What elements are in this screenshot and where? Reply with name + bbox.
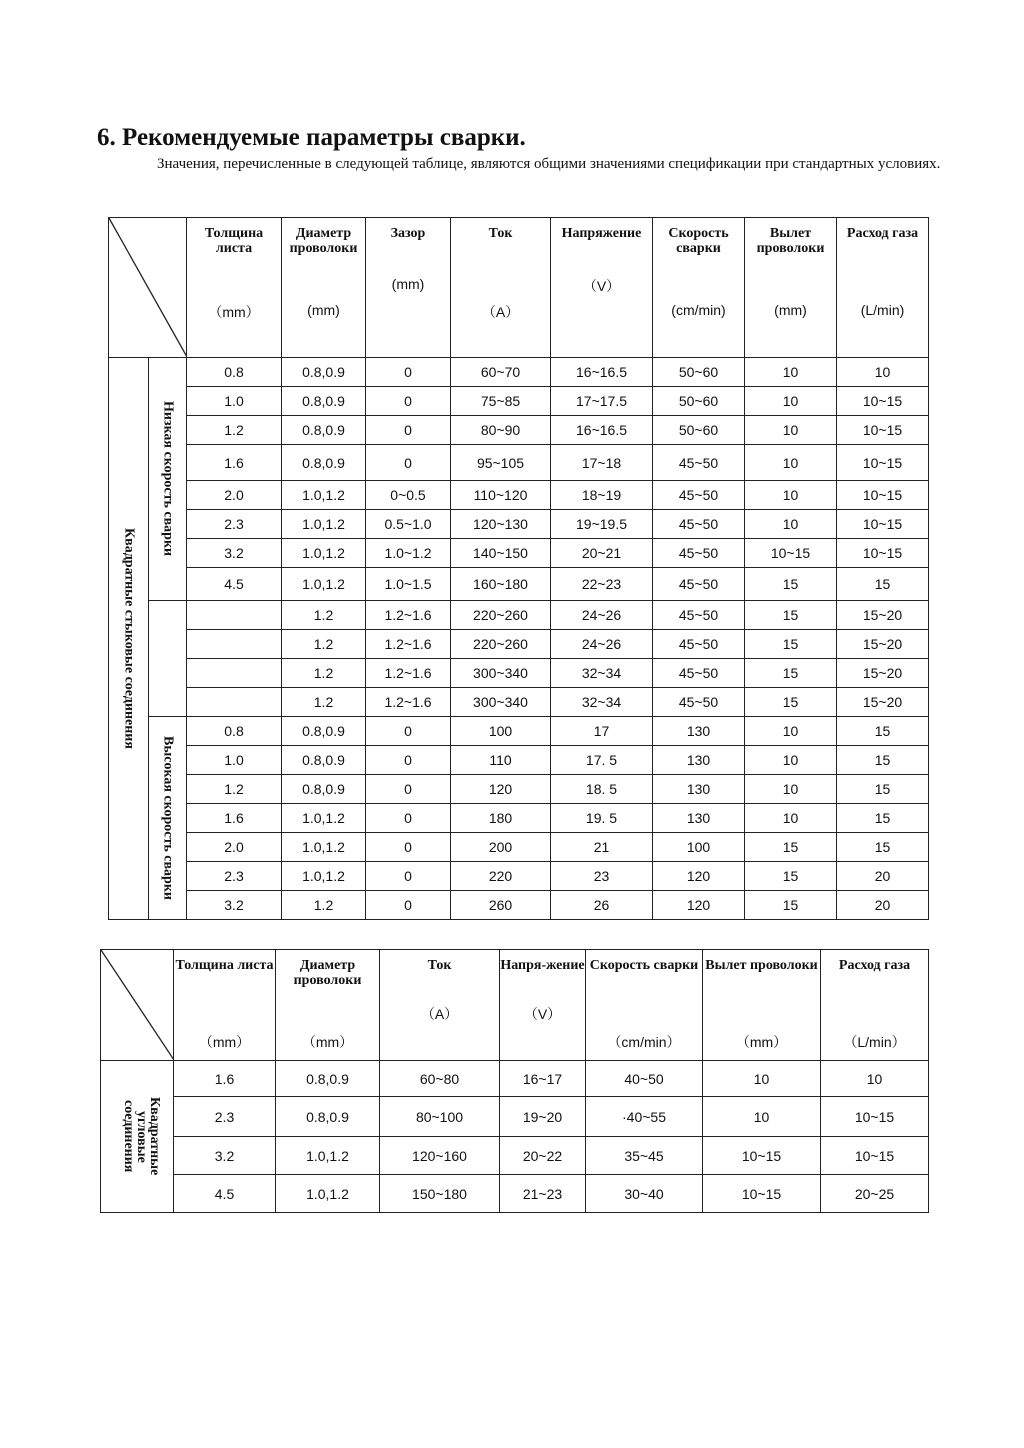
table-cell: 22~23 xyxy=(551,568,653,601)
table-cell: 20 xyxy=(837,891,929,920)
table-cell: 1.2~1.6 xyxy=(366,688,451,717)
table-cell: 35~45 xyxy=(586,1137,703,1175)
table-cell: 45~50 xyxy=(653,568,745,601)
table-cell: 130 xyxy=(653,717,745,746)
table-row xyxy=(109,445,929,481)
column-header xyxy=(500,950,586,1061)
table-cell: 45~50 xyxy=(653,688,745,717)
table-cell: 20~25 xyxy=(821,1175,929,1213)
table-cell: 10 xyxy=(821,1061,929,1097)
table-cell: 10 xyxy=(837,358,929,387)
table-cell: 10 xyxy=(745,510,837,539)
subgroup-label-cell xyxy=(149,717,187,920)
table-cell: 120~130 xyxy=(451,510,551,539)
corner-joint-parameters-table xyxy=(100,949,929,1213)
table-cell: 15 xyxy=(837,717,929,746)
column-header xyxy=(276,950,380,1061)
table-cell: 120~160 xyxy=(380,1137,500,1175)
subgroup-label-low-speed: Низкая скорость сварки xyxy=(160,401,176,557)
column-header-name: Толщина листа xyxy=(175,958,274,973)
table-cell: 26 xyxy=(551,891,653,920)
table-row xyxy=(109,510,929,539)
column-header xyxy=(837,218,929,358)
table-cell: 0.8 xyxy=(187,717,282,746)
table-cell: 0.8,0.9 xyxy=(282,445,366,481)
table-cell: 10 xyxy=(703,1061,821,1097)
column-header xyxy=(703,950,821,1061)
table-cell: 1.6 xyxy=(187,445,282,481)
table-cell xyxy=(187,659,282,688)
column-header xyxy=(451,218,551,358)
table-cell: 100 xyxy=(451,717,551,746)
table-cell: 300~340 xyxy=(451,659,551,688)
table-row xyxy=(101,1175,929,1213)
table-row xyxy=(109,601,929,630)
table-cell: 45~50 xyxy=(653,601,745,630)
table-cell: 15 xyxy=(745,833,837,862)
table-cell: 0.8,0.9 xyxy=(276,1097,380,1137)
table-cell: 0.8,0.9 xyxy=(282,746,366,775)
table-cell: 130 xyxy=(653,804,745,833)
table-row xyxy=(109,746,929,775)
table-cell: 0 xyxy=(366,862,451,891)
table-cell: 20~21 xyxy=(551,539,653,568)
table-cell: 130 xyxy=(653,775,745,804)
table-cell: 0.8,0.9 xyxy=(282,775,366,804)
table-cell: 0 xyxy=(366,891,451,920)
table-cell: 19~20 xyxy=(500,1097,586,1137)
column-header xyxy=(586,950,703,1061)
column-header xyxy=(187,218,282,358)
table-row xyxy=(109,891,929,920)
table-cell: 24~26 xyxy=(551,601,653,630)
table-cell: 1.2 xyxy=(282,630,366,659)
table-row xyxy=(109,717,929,746)
subgroup-label-cell xyxy=(149,358,187,601)
group-label-corner-joints: Квадратные угловые соединения xyxy=(121,1097,162,1176)
column-header-name: Толщина листа xyxy=(204,226,264,256)
header-corner-cell xyxy=(101,950,174,1061)
column-header xyxy=(174,950,276,1061)
table-cell: 15~20 xyxy=(837,688,929,717)
column-header-name: Расход газа xyxy=(846,226,919,241)
intro-paragraph: Значения, перечисленные в следующей таблице, являются общими значениями спецификации при стандартных условиях. xyxy=(157,156,941,172)
column-header-name: Вылет проволоки xyxy=(705,958,818,973)
table-cell: 10 xyxy=(745,387,837,416)
table-cell: 1.0 xyxy=(187,746,282,775)
table-cell xyxy=(187,601,282,630)
table-cell: 300~340 xyxy=(451,688,551,717)
table-cell: 1.0,1.2 xyxy=(282,568,366,601)
table-cell: 100 xyxy=(653,833,745,862)
column-header-unit: （L/min） xyxy=(843,1034,906,1050)
table-cell: 1.2 xyxy=(282,601,366,630)
table-cell: 1.0~1.5 xyxy=(366,568,451,601)
table-cell: 17 xyxy=(551,717,653,746)
table-cell: 15 xyxy=(745,891,837,920)
table-cell: 21 xyxy=(551,833,653,862)
table-cell: 16~17 xyxy=(500,1061,586,1097)
table-cell: 60~80 xyxy=(380,1061,500,1097)
table-cell: 1.0,1.2 xyxy=(282,862,366,891)
table-cell: 10~15 xyxy=(703,1175,821,1213)
table-row xyxy=(109,775,929,804)
column-header-name: Напряжение xyxy=(561,226,642,241)
table-cell: 1.6 xyxy=(174,1061,276,1097)
table-cell: 15 xyxy=(745,568,837,601)
column-header xyxy=(366,218,451,358)
table-cell: 19~19.5 xyxy=(551,510,653,539)
table-cell: 45~50 xyxy=(653,630,745,659)
table-row xyxy=(109,659,929,688)
column-header-unit: （cm/min） xyxy=(607,1034,681,1050)
table-cell: 50~60 xyxy=(653,387,745,416)
table-cell: 120 xyxy=(653,862,745,891)
table-cell: 15~20 xyxy=(837,601,929,630)
table-cell: 15 xyxy=(837,804,929,833)
table-cell: 10 xyxy=(745,416,837,445)
table-cell: 50~60 xyxy=(653,358,745,387)
table-cell: ·40~55 xyxy=(586,1097,703,1137)
column-header-unit: (mm) xyxy=(391,276,425,292)
table-cell: 1.2 xyxy=(187,775,282,804)
butt-joint-parameters-table xyxy=(108,217,929,920)
table-cell: 1.2~1.6 xyxy=(366,601,451,630)
table-cell: 260 xyxy=(451,891,551,920)
table-cell: 0 xyxy=(366,445,451,481)
table-cell: 0.8 xyxy=(187,358,282,387)
table-cell: 10 xyxy=(745,804,837,833)
table-row xyxy=(109,862,929,891)
table-cell: 4.5 xyxy=(187,568,282,601)
column-header xyxy=(282,218,366,358)
table-cell: 1.0,1.2 xyxy=(276,1137,380,1175)
table-row xyxy=(101,1061,929,1097)
table-cell: 2.3 xyxy=(187,510,282,539)
table-cell: 45~50 xyxy=(653,659,745,688)
table-cell: 21~23 xyxy=(500,1175,586,1213)
table-cell: 17. 5 xyxy=(551,746,653,775)
table-cell: 130 xyxy=(653,746,745,775)
table-cell: 0 xyxy=(366,833,451,862)
table-cell: 1.0,1.2 xyxy=(282,833,366,862)
table-cell: 10 xyxy=(745,746,837,775)
table-cell: 15 xyxy=(745,688,837,717)
table-cell: 17~18 xyxy=(551,445,653,481)
table-row xyxy=(109,804,929,833)
column-header-name: Скорость сварки xyxy=(589,958,699,973)
table-cell: 1.2~1.6 xyxy=(366,630,451,659)
column-header-name: Диаметр проволоки xyxy=(293,958,362,988)
table-cell: 50~60 xyxy=(653,416,745,445)
table-cell: 16~16.5 xyxy=(551,358,653,387)
column-header-unit: （A） xyxy=(481,304,520,320)
table-cell: 2.3 xyxy=(187,862,282,891)
table-cell: 45~50 xyxy=(653,481,745,510)
table-cell: 0.8,0.9 xyxy=(282,358,366,387)
column-header-name: Вылет проволоки xyxy=(756,226,825,256)
table-cell: 1.0~1.2 xyxy=(366,539,451,568)
table-cell: 10 xyxy=(703,1097,821,1137)
column-header-name: Расход газа xyxy=(838,958,911,973)
table-cell: 0~0.5 xyxy=(366,481,451,510)
table-cell: 3.2 xyxy=(174,1137,276,1175)
table-cell: 24~26 xyxy=(551,630,653,659)
table-row xyxy=(109,481,929,510)
table-cell: 45~50 xyxy=(653,445,745,481)
column-header-unit: （mm） xyxy=(301,1034,354,1050)
table-cell: 16~16.5 xyxy=(551,416,653,445)
table-cell: 0 xyxy=(366,387,451,416)
table-cell: 10 xyxy=(745,717,837,746)
table-cell: 120 xyxy=(451,775,551,804)
column-header-unit: (mm) xyxy=(307,302,340,318)
table-cell xyxy=(187,630,282,659)
table-cell: 32~34 xyxy=(551,688,653,717)
table-cell: 10 xyxy=(745,358,837,387)
table-cell: 40~50 xyxy=(586,1061,703,1097)
column-header xyxy=(745,218,837,358)
table-cell: 18~19 xyxy=(551,481,653,510)
table-cell: 45~50 xyxy=(653,510,745,539)
column-header-name: Скорость сварки xyxy=(668,226,729,256)
table-cell: 1.0,1.2 xyxy=(276,1175,380,1213)
table-cell: 45~50 xyxy=(653,539,745,568)
table-cell: 0.8,0.9 xyxy=(282,717,366,746)
table-row xyxy=(109,833,929,862)
column-header-unit: (mm) xyxy=(774,302,807,318)
table-cell: 10 xyxy=(745,445,837,481)
table-cell: 0 xyxy=(366,775,451,804)
table-cell: 10~15 xyxy=(837,445,929,481)
table-cell: 15 xyxy=(837,746,929,775)
table-row xyxy=(109,358,929,387)
column-header-name: Ток xyxy=(488,226,513,241)
table-cell: 15 xyxy=(837,568,929,601)
table-cell: 20 xyxy=(837,862,929,891)
table-cell: 15~20 xyxy=(837,659,929,688)
table-cell: 110 xyxy=(451,746,551,775)
table-cell: 0 xyxy=(366,746,451,775)
table-cell: 30~40 xyxy=(586,1175,703,1213)
subgroup-blank-cell xyxy=(149,601,187,717)
table-row xyxy=(109,568,929,601)
table-cell: 80~100 xyxy=(380,1097,500,1137)
table-cell: 15 xyxy=(837,775,929,804)
column-header xyxy=(380,950,500,1061)
table-cell: 15 xyxy=(837,833,929,862)
table-cell: 1.0,1.2 xyxy=(282,804,366,833)
table-cell: 1.0,1.2 xyxy=(282,539,366,568)
table-row xyxy=(109,688,929,717)
table-cell: 10~15 xyxy=(703,1137,821,1175)
table-cell: 1.2 xyxy=(187,416,282,445)
column-header-name: Зазор xyxy=(390,226,426,241)
table-cell: 15 xyxy=(745,630,837,659)
table-row xyxy=(109,630,929,659)
table-cell: 18. 5 xyxy=(551,775,653,804)
column-header-unit: （mm） xyxy=(198,1034,251,1050)
table-cell: 200 xyxy=(451,833,551,862)
table-cell: 110~120 xyxy=(451,481,551,510)
table-cell: 0.8,0.9 xyxy=(276,1061,380,1097)
table-cell: 1.2 xyxy=(282,688,366,717)
table-cell: 15 xyxy=(745,601,837,630)
table-cell: 10~15 xyxy=(837,539,929,568)
header-corner-cell xyxy=(109,218,187,358)
table-cell: 10~15 xyxy=(837,387,929,416)
table-cell: 10~15 xyxy=(837,481,929,510)
table-cell: 0.8,0.9 xyxy=(282,387,366,416)
table-row xyxy=(109,387,929,416)
table-cell: 180 xyxy=(451,804,551,833)
table-cell: 220~260 xyxy=(451,601,551,630)
table-cell: 10~15 xyxy=(837,510,929,539)
table-cell: 10 xyxy=(745,481,837,510)
table-row xyxy=(109,539,929,568)
column-header-unit: （A） xyxy=(420,1006,459,1022)
header-diagonal-line xyxy=(101,950,174,1060)
column-header-unit: （mm） xyxy=(208,304,260,320)
table-cell xyxy=(187,688,282,717)
table-cell: 0 xyxy=(366,358,451,387)
table-cell: 75~85 xyxy=(451,387,551,416)
table-cell: 80~90 xyxy=(451,416,551,445)
table-cell: 1.0,1.2 xyxy=(282,481,366,510)
table-cell: 140~150 xyxy=(451,539,551,568)
table-cell: 120 xyxy=(653,891,745,920)
table-cell: 220~260 xyxy=(451,630,551,659)
table-cell: 0.8,0.9 xyxy=(282,416,366,445)
column-header-name: Диаметр проволоки xyxy=(289,226,358,256)
column-header xyxy=(653,218,745,358)
table-cell: 4.5 xyxy=(174,1175,276,1213)
table-cell: 0 xyxy=(366,416,451,445)
table-cell: 2.3 xyxy=(174,1097,276,1137)
table-cell: 1.0,1.2 xyxy=(282,510,366,539)
table-cell: 0 xyxy=(366,804,451,833)
column-header xyxy=(551,218,653,358)
table-cell: 0.5~1.0 xyxy=(366,510,451,539)
table-cell: 23 xyxy=(551,862,653,891)
column-header-unit: （V） xyxy=(523,1006,562,1022)
table-row xyxy=(101,1137,929,1175)
table-cell: 15 xyxy=(745,659,837,688)
table-cell: 15~20 xyxy=(837,630,929,659)
column-header-name: Ток xyxy=(427,958,452,973)
table-cell: 10~15 xyxy=(745,539,837,568)
page-heading: 6. Рекомендуемые параметры сварки. xyxy=(97,124,526,151)
table-cell: 10 xyxy=(745,775,837,804)
group-label-butt-joints: Квадратные стыковые соединения xyxy=(121,528,137,749)
table-cell: 150~180 xyxy=(380,1175,500,1213)
table-cell: 15 xyxy=(745,862,837,891)
table-cell: 0 xyxy=(366,717,451,746)
table-cell: 1.0 xyxy=(187,387,282,416)
column-header-unit: （mm） xyxy=(735,1034,788,1050)
table-cell: 10~15 xyxy=(821,1137,929,1175)
column-header-unit: (cm/min) xyxy=(671,302,726,318)
column-header-unit: (L/min) xyxy=(860,302,905,318)
table-cell: 2.0 xyxy=(187,833,282,862)
table-cell: 3.2 xyxy=(187,539,282,568)
table-cell: 1.2 xyxy=(282,891,366,920)
table-row xyxy=(101,1097,929,1137)
table-cell: 17~17.5 xyxy=(551,387,653,416)
table-cell: 160~180 xyxy=(451,568,551,601)
header-diagonal-line xyxy=(109,218,187,357)
group-label-cell xyxy=(109,358,149,920)
table-cell: 19. 5 xyxy=(551,804,653,833)
table-cell: 220 xyxy=(451,862,551,891)
table-cell: 1.6 xyxy=(187,804,282,833)
table-cell: 95~105 xyxy=(451,445,551,481)
table-cell: 10~15 xyxy=(837,416,929,445)
table-cell: 60~70 xyxy=(451,358,551,387)
table-cell: 1.2~1.6 xyxy=(366,659,451,688)
table-cell: 10~15 xyxy=(821,1097,929,1137)
table-cell: 3.2 xyxy=(187,891,282,920)
group-label-cell xyxy=(101,1061,174,1213)
column-header-unit: （V） xyxy=(582,278,621,294)
column-header-name: Напря-жение xyxy=(500,958,585,973)
table-row xyxy=(109,416,929,445)
table-cell: 1.2 xyxy=(282,659,366,688)
column-header xyxy=(821,950,929,1061)
table-cell: 32~34 xyxy=(551,659,653,688)
table-cell: 2.0 xyxy=(187,481,282,510)
subgroup-label-high-speed: Высокая скорость сварки xyxy=(160,736,176,900)
table-cell: 20~22 xyxy=(500,1137,586,1175)
